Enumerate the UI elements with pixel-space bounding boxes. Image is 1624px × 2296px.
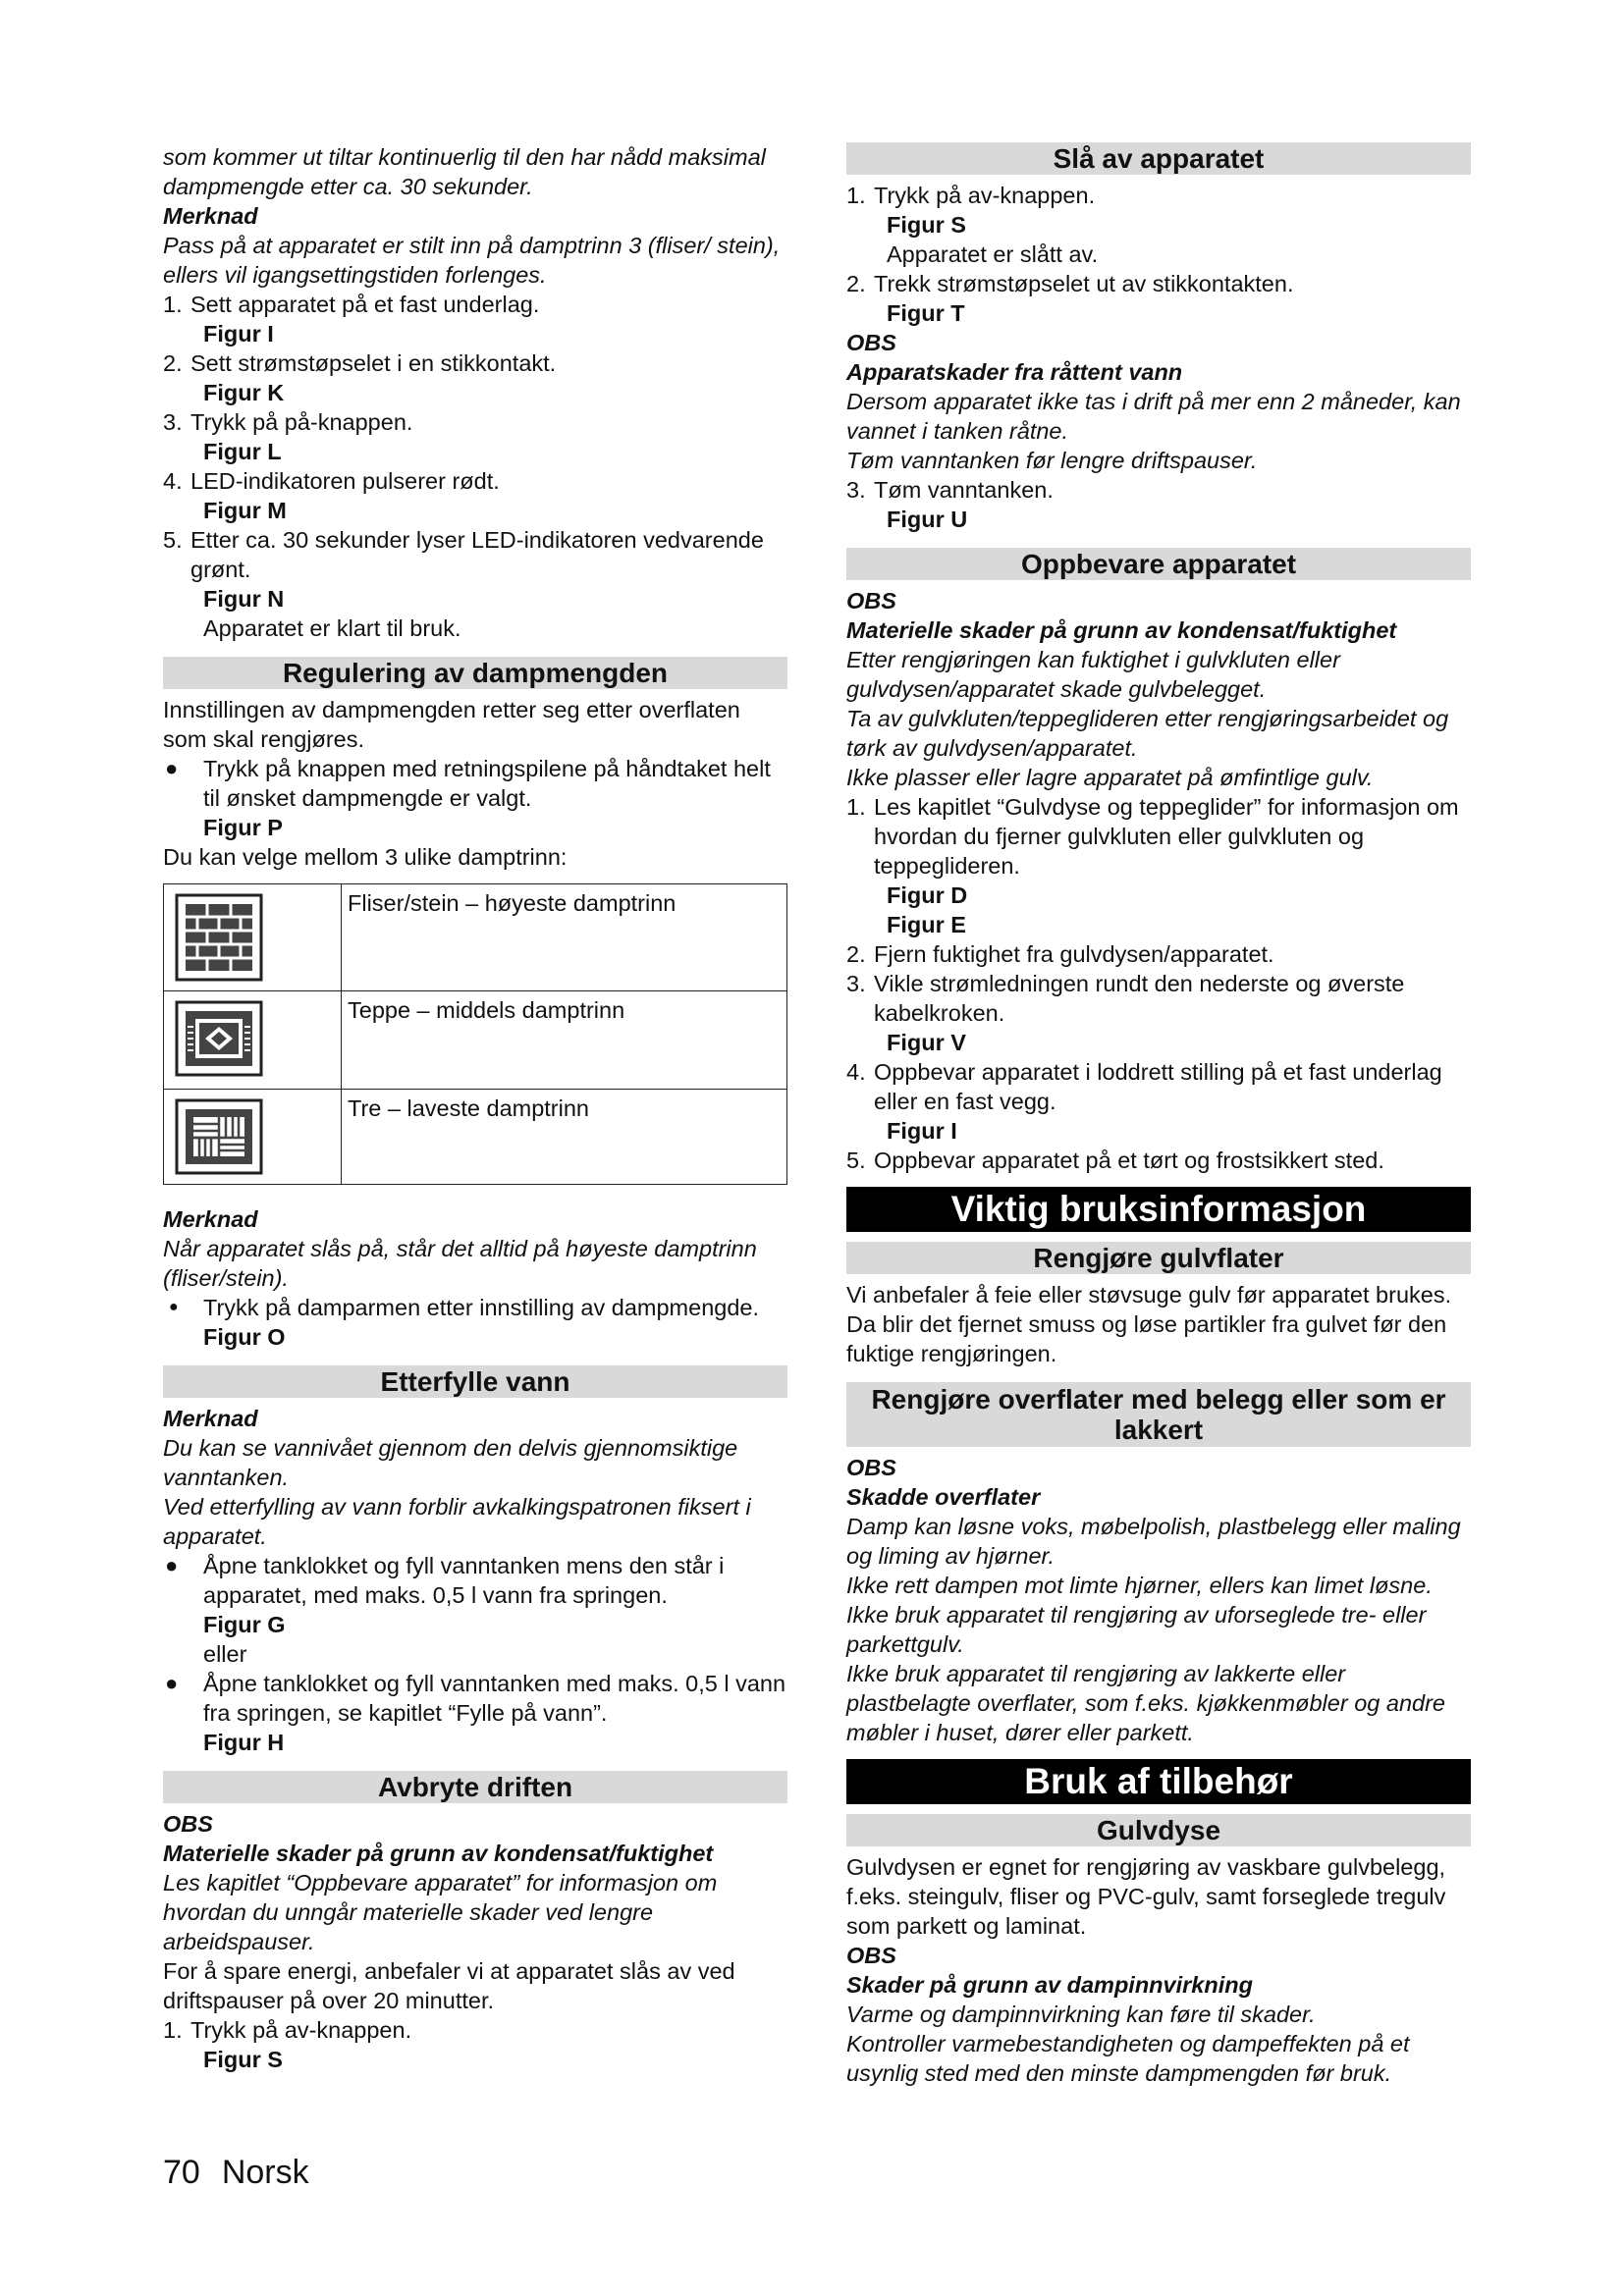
chapter-heading-tilbehor: Bruk af tilbehør	[846, 1759, 1471, 1804]
step-item: 1. Les kapitlet “Gulvdyse og teppeglider” for informasjon om hvordan du fjerner gulvkluten eller gulvkluten og teppeglideren.	[846, 794, 1459, 879]
step-item: 2. Fjern fuktighet fra gulvdysen/apparatet.	[846, 941, 1274, 967]
figure-ref: Figur S	[203, 2047, 283, 2072]
figure-ref: Figur D	[887, 882, 968, 908]
note-text: Du kan se vannivået gjennom den delvis gjennomsiktige vanntanken.	[163, 1435, 738, 1490]
section-heading-sla-av: Slå av apparatet	[846, 142, 1471, 175]
obs-title: Skadde overflater	[846, 1484, 1041, 1510]
table-row	[164, 884, 787, 991]
or-text: eller	[203, 1641, 247, 1667]
note-heading: Merknad	[163, 1406, 258, 1431]
bullet-item: ● Åpne tanklokket og fyll vanntanken med maks. 0,5 l vann fra springen, se kapitlet “Fylle på vann”.	[165, 1671, 786, 1726]
note-text: Pass på at apparatet er stilt inn på damptrinn 3 (fliser/ stein), ellers vil igangsettingstiden forlenges.	[163, 233, 781, 288]
bullet-item: ● Trykk på knappen med retningspilene på håndtaket helt til ønsket dampmengde er valgt.	[165, 756, 771, 811]
section-heading-gulvdyse: Gulvdyse	[846, 1814, 1471, 1846]
carpet-icon	[174, 999, 264, 1078]
figure-ref: Figur L	[203, 439, 282, 464]
page-footer	[163, 2153, 309, 2192]
obs-text: Etter rengjøringen kan fuktighet i gulvkluten eller gulvdysen/apparatet skade gulvbelegget.	[846, 647, 1340, 702]
section-heading-oppbevare: Oppbevare apparatet	[846, 548, 1471, 580]
steam-level-label: Teppe – middels damptrinn	[342, 991, 787, 1090]
obs-title: Materielle skader på grunn av kondensat/fuktighet	[163, 1841, 714, 1866]
obs-heading: OBS	[846, 1455, 896, 1480]
step-item: 1. Trykk på av-knappen.	[163, 2017, 412, 2043]
obs-text: Ikke rett dampen mot limte hjørner, ellers kan limet løsne.	[846, 1573, 1433, 1598]
section-heading-regulering: Regulering av dampmengden	[163, 657, 787, 689]
figure-ref: Figur N	[203, 586, 285, 612]
step-item: 3. Tøm vanntanken.	[846, 477, 1054, 503]
table-cell	[164, 1090, 342, 1185]
table-row	[164, 991, 787, 1090]
figure-ref: Figur K	[203, 380, 285, 405]
body-text: Innstillingen av dampmengden retter seg etter overflaten som skal rengjøres.	[163, 697, 740, 752]
right-column	[846, 142, 1471, 2088]
step-item: 2. Sett strømstøpselet i en stikkontakt.	[163, 350, 557, 376]
obs-text: Ikke plasser eller lagre apparatet på ømfintlige gulv.	[846, 765, 1374, 790]
obs-text: Ikke bruk apparatet til rengjøring av lakkerte eller plastbelagte overflater, som f.eks. kjøkkenmøbler og andre møbler i huset, dører eller parkett.	[846, 1661, 1445, 1745]
obs-text: Tøm vanntanken før lengre driftspauser.	[846, 448, 1258, 473]
obs-text: Ikke bruk apparatet til rengjøring av uforseglede tre- eller parkettgulv.	[846, 1602, 1427, 1657]
steam-level-label: Fliser/stein – høyeste damptrinn	[342, 884, 787, 991]
table-row	[164, 1090, 787, 1185]
bullet-item: ● Trykk på damparmen etter innstilling av dampmengde.	[169, 1295, 760, 1320]
section-heading-rengjore: Rengjøre gulvflater	[846, 1242, 1471, 1274]
step-item: 1. Trykk på av-knappen.	[846, 183, 1096, 208]
obs-text: Varme og dampinnvirkning kan føre til skader.	[846, 2002, 1316, 2027]
note-heading: Merknad	[163, 1206, 258, 1232]
body-text: For å spare energi, anbefaler vi at apparatet slås av ved driftspauser på over 20 minutter.	[163, 1958, 735, 2013]
page-number: 70	[163, 2154, 200, 2191]
figure-ref: Figur S	[887, 212, 966, 238]
body-text: Vi anbefaler å feie eller støvsuge gulv før apparatet brukes. Da blir det fjernet smuss og løse partikler fra gulvet før den fuktige rengjøringen.	[846, 1282, 1452, 1366]
step-item: 1. Sett apparatet på et fast underlag.	[163, 292, 540, 317]
obs-heading: OBS	[163, 1811, 213, 1837]
section-heading-avbryte: Avbryte driften	[163, 1771, 787, 1803]
figure-ref: Figur E	[887, 912, 966, 937]
steam-level-label: Tre – laveste damptrinn	[342, 1090, 787, 1185]
obs-title: Materielle skader på grunn av kondensat/fuktighet	[846, 617, 1397, 643]
figure-ref: Figur U	[887, 507, 968, 532]
step-item: 3. Trykk på på-knappen.	[163, 409, 413, 435]
intro-text: som kommer ut tiltar kontinuerlig til den har nådd maksimal dampmengde etter ca. 30 sekunder.	[163, 144, 766, 199]
steam-level-table	[163, 883, 787, 1185]
step-item: 4. Oppbevar apparatet i loddrett stilling på et fast underlag eller en fast vegg.	[846, 1059, 1442, 1114]
obs-title: Apparatskader fra råttent vann	[846, 359, 1183, 385]
step-result: Apparatet er klart til bruk.	[203, 615, 461, 641]
step-item: 4. LED-indikatoren pulserer rødt.	[163, 468, 500, 494]
section-heading-etterfylle: Etterfylle vann	[163, 1365, 787, 1398]
step-result: Apparatet er slått av.	[887, 241, 1099, 267]
obs-text: Dersom apparatet ikke tas i drift på mer enn 2 måneder, kan vannet i tanken råtne.	[846, 389, 1461, 444]
obs-heading: OBS	[846, 1943, 896, 1968]
wood-floor-icon	[174, 1097, 264, 1176]
body-text: Gulvdysen er egnet for rengjøring av vaskbare gulvbelegg, f.eks. steingulv, fliser og PVC-gulv, samt forseglede tregulv som parkett og laminat.	[846, 1854, 1446, 1939]
figure-ref: Figur I	[203, 321, 274, 347]
figure-ref: Figur O	[203, 1324, 286, 1350]
obs-text: Kontroller varmebestandigheten og dampeffekten på et usynlig sted med den minste dampmengden før bruk.	[846, 2031, 1410, 2086]
chapter-heading-viktig: Viktig bruksinformasjon	[846, 1187, 1471, 1232]
obs-heading: OBS	[846, 330, 896, 355]
step-item: 5. Etter ca. 30 sekunder lyser LED-indikatoren vedvarende grønt.	[163, 527, 764, 582]
obs-text: Damp kan løsne voks, møbelpolish, plastbelegg eller maling og liming av hjørner.	[846, 1514, 1461, 1569]
step-item: 5. Oppbevar apparatet på et tørt og frostsikkert sted.	[846, 1148, 1384, 1173]
figure-ref: Figur G	[203, 1612, 286, 1637]
figure-ref: Figur V	[887, 1030, 966, 1055]
section-heading-belegg: Rengjøre overflater med belegg eller som er lakkert	[846, 1382, 1471, 1447]
note-heading: Merknad	[163, 203, 258, 229]
obs-text: Ta av gulvkluten/teppeglideren etter rengjøringsarbeidet og tørk av gulvdysen/apparatet.	[846, 706, 1449, 761]
obs-heading: OBS	[846, 588, 896, 614]
obs-text: Les kapitlet “Oppbevare apparatet” for informasjon om hvordan du unngår materielle skader ved lengre arbeidspauser.	[163, 1870, 718, 1954]
figure-ref: Figur T	[887, 300, 965, 326]
table-cell	[164, 884, 342, 991]
note-text: Ved etterfylling av vann forblir avkalkingspatronen fiksert i apparatet.	[163, 1494, 751, 1549]
bullet-item: ● Åpne tanklokket og fyll vanntanken mens den står i apparatet, med maks. 0,5 l vann fra springen.	[165, 1553, 725, 1608]
page-language: Norsk	[221, 2154, 309, 2191]
tiles-brick-icon	[174, 892, 264, 983]
step-item: 2. Trekk strømstøpselet ut av stikkontakten.	[846, 271, 1294, 296]
body-text: Du kan velge mellom 3 ulike damptrinn:	[163, 844, 568, 870]
left-column	[163, 142, 787, 2074]
figure-ref: Figur H	[203, 1730, 285, 1755]
figure-ref: Figur I	[887, 1118, 957, 1144]
figure-ref: Figur P	[203, 815, 283, 840]
step-item: 3. Vikle strømledningen rundt den nederste og øverste kabelkroken.	[846, 971, 1405, 1026]
table-cell	[164, 991, 342, 1090]
figure-ref: Figur M	[203, 498, 287, 523]
note-text: Når apparatet slås på, står det alltid på høyeste damptrinn (fliser/stein).	[163, 1236, 757, 1291]
obs-title: Skader på grunn av dampinnvirkning	[846, 1972, 1253, 1998]
